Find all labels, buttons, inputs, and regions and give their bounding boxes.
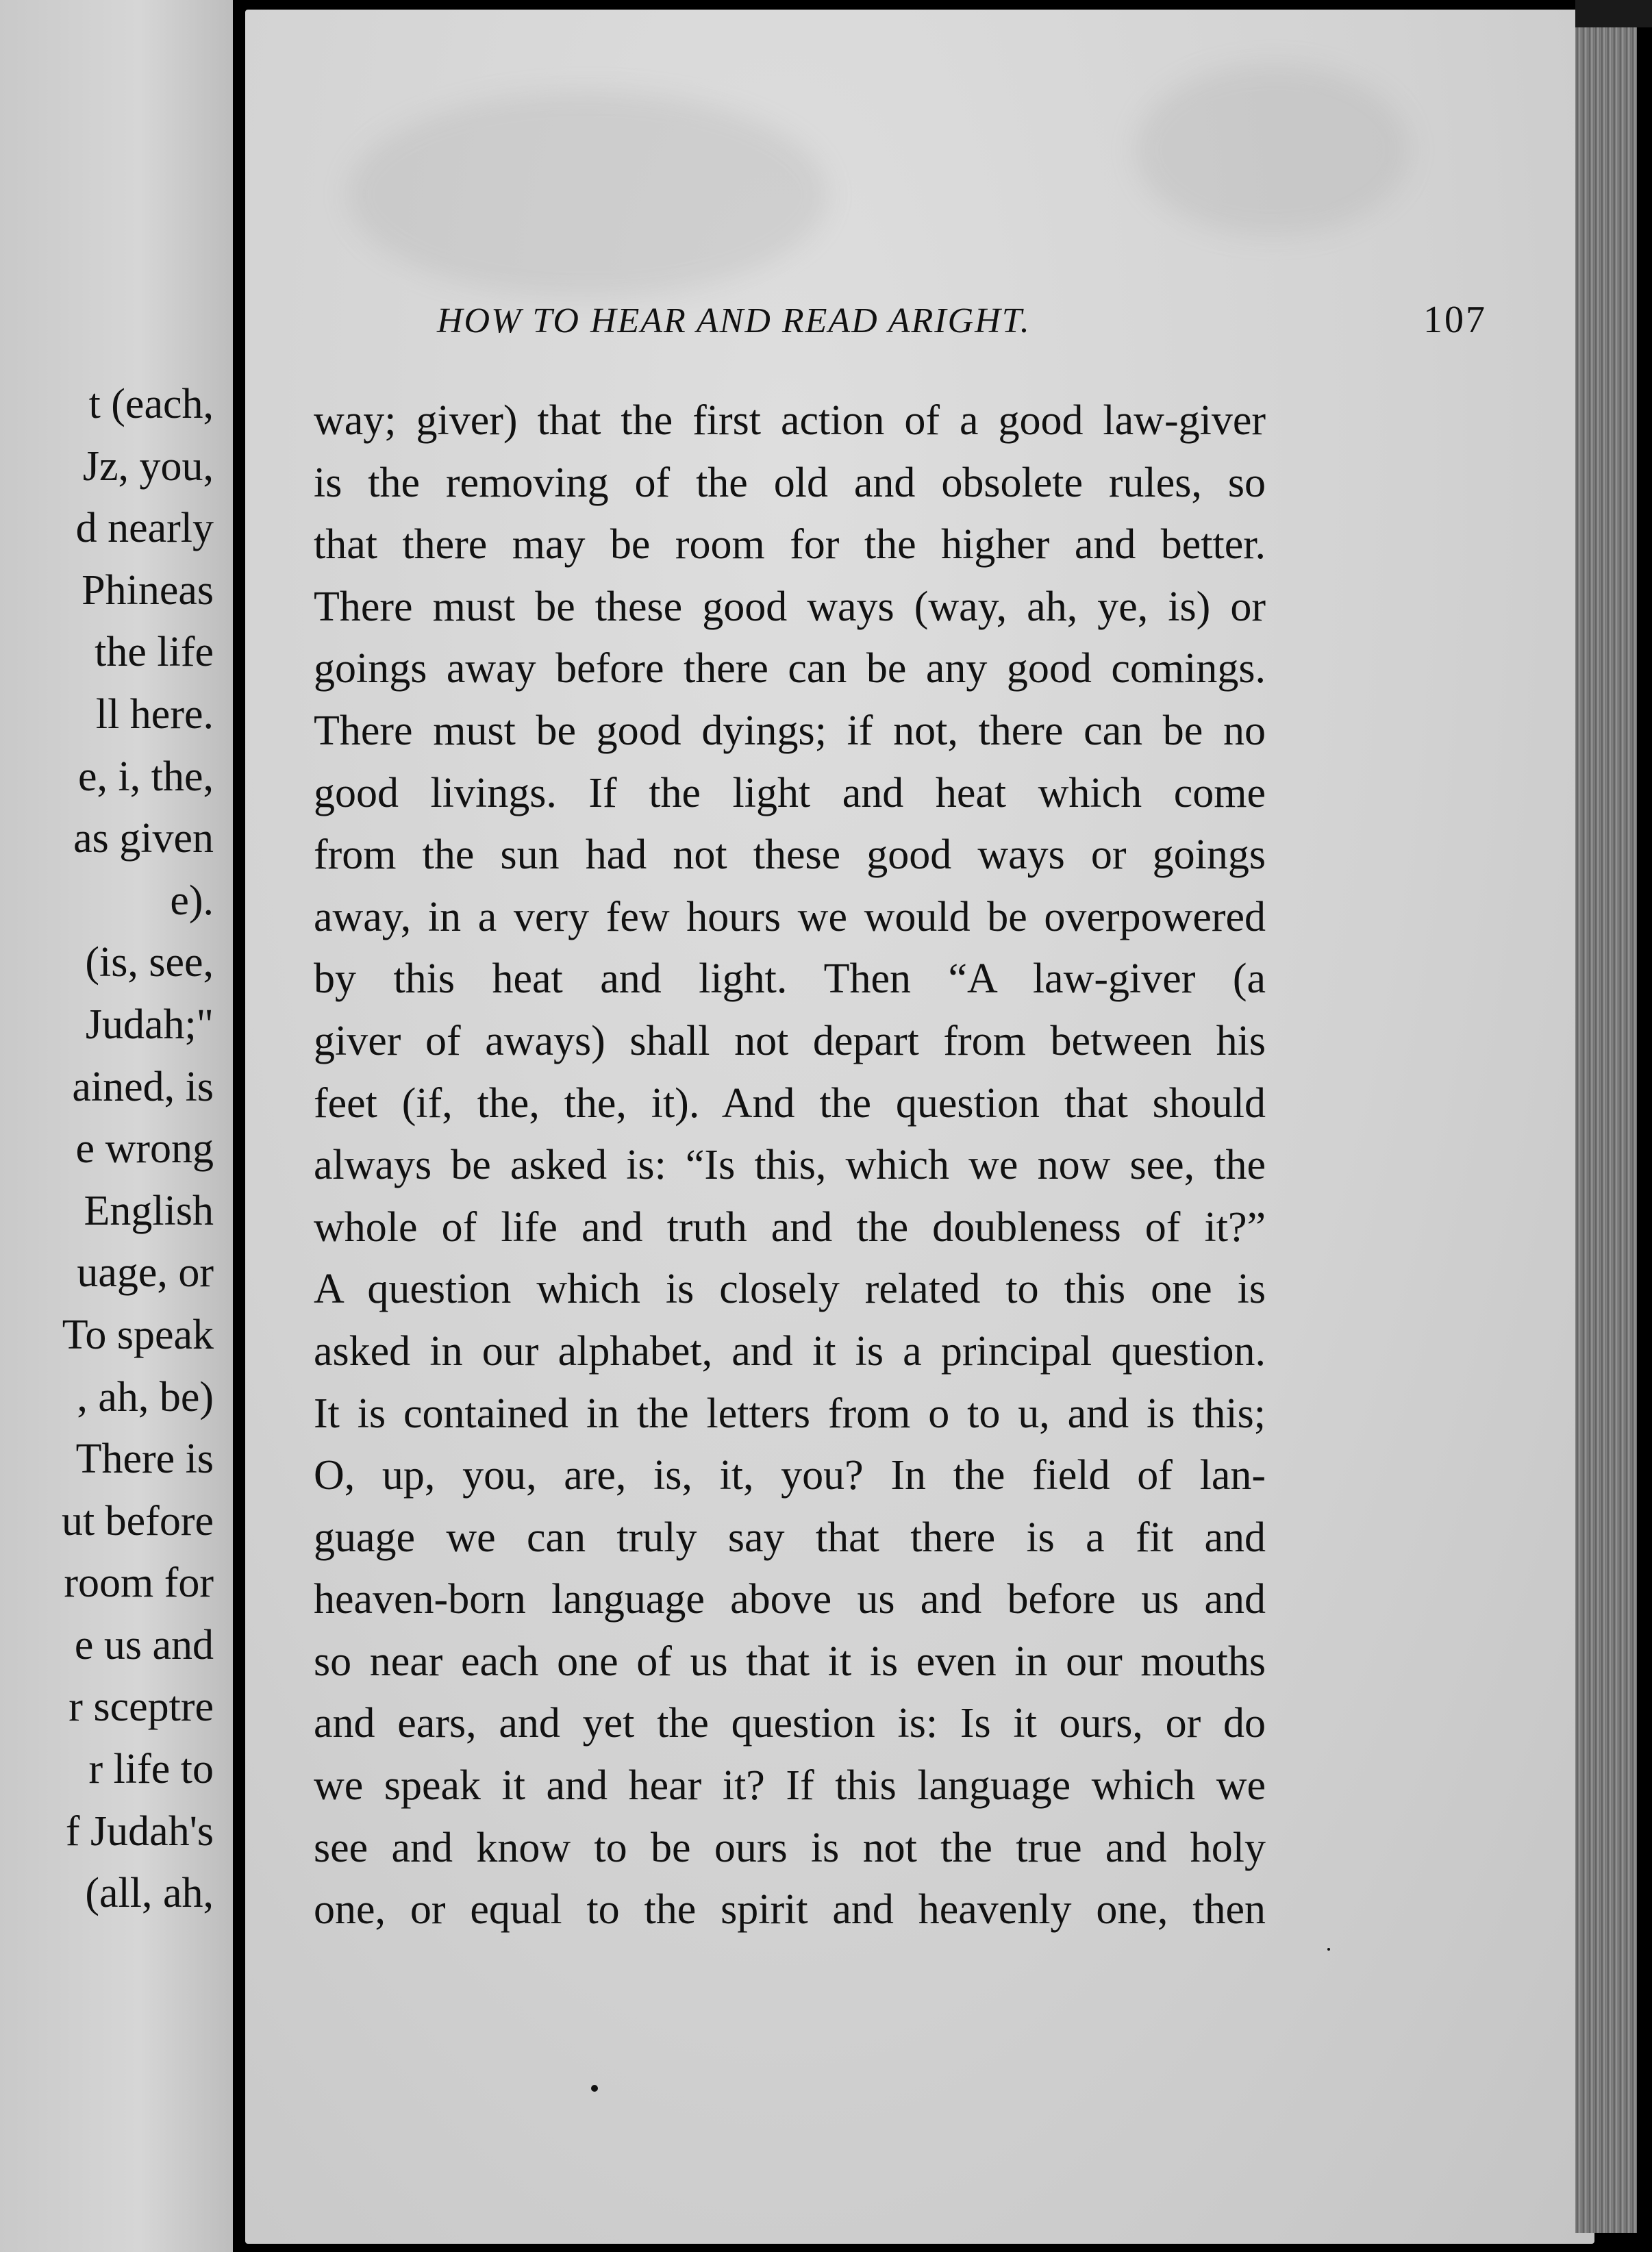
body-line: see and know to be ours is not the true and holy <box>314 1824 1266 1871</box>
previous-page-line: Jz, you, <box>82 442 214 490</box>
previous-page-line: Phineas <box>82 566 214 614</box>
previous-page-text <box>62 373 214 1925</box>
body-line: one, or equal to the spirit and heavenly one, then <box>314 1886 1266 1934</box>
body-line: from the sun had not these good ways or goings <box>314 831 1266 879</box>
previous-page-line: ll here. <box>95 690 214 738</box>
page-number: 107 <box>1423 299 1487 341</box>
body-line: by this heat and light. Then “A law-giver (a <box>314 955 1266 1003</box>
previous-page-line: room for <box>64 1560 214 1607</box>
body-line: whole of life and truth and the doubleness of it?” <box>314 1203 1266 1251</box>
previous-page-line: e wrong <box>75 1125 214 1173</box>
previous-page-line: r sceptre <box>68 1684 214 1731</box>
book-page <box>245 10 1594 2244</box>
page-stain <box>1136 64 1410 236</box>
page-body-text <box>314 390 1519 1941</box>
previous-page-fragment <box>0 0 233 2252</box>
running-head-title: HOW TO HEAR AND READ ARIGHT. <box>437 301 1031 340</box>
body-line: goings away before there can be any good comings. <box>314 645 1266 692</box>
previous-page-line: uage, or <box>77 1249 214 1297</box>
body-line: good livings. If the light and heat which come <box>314 769 1266 816</box>
ink-speck <box>591 2085 598 2092</box>
previous-page-line: To speak <box>62 1311 214 1358</box>
previous-page-line: r life to <box>88 1746 214 1793</box>
body-line: O, up, you, are, is, it, you? In the field of lan- <box>314 1452 1266 1499</box>
body-line: and ears, and yet the question is: Is it ours, or do <box>314 1700 1266 1747</box>
previous-page-line: the life <box>95 629 214 676</box>
body-line: away, in a very few hours we would be overpowered <box>314 893 1266 940</box>
body-line: There must be these good ways (way, ah, ye, is) or <box>314 583 1266 630</box>
previous-page-line: ut before <box>61 1497 214 1544</box>
previous-page-line: d nearly <box>75 505 214 552</box>
body-line: that there may be room for the higher and better. <box>314 521 1266 568</box>
page-stain <box>348 92 827 297</box>
previous-page-line: e). <box>170 877 214 924</box>
body-line: guage we can truly say that there is a fit and <box>314 1514 1266 1561</box>
previous-page-line: e us and <box>74 1621 214 1668</box>
previous-page-line: , ah, be) <box>77 1373 214 1421</box>
previous-page-line: ained, is <box>72 1063 214 1110</box>
body-line: is the removing of the old and obsolete rules, so <box>314 459 1266 506</box>
body-line: It is contained in the letters from o to u, and is this; <box>314 1390 1266 1437</box>
body-line: way; giver) that the first action of a good law-giver <box>314 397 1266 444</box>
previous-page-line: as given <box>73 815 214 862</box>
body-line: There must be good dyings; if not, there can be no <box>314 707 1266 754</box>
page-edges <box>1575 21 1637 2233</box>
previous-page-line: (all, ah, <box>85 1870 214 1917</box>
body-line: so near each one of us that it is even in our mouths <box>314 1638 1266 1685</box>
previous-page-line: There is <box>75 1436 214 1483</box>
previous-page-line: t (each, <box>88 381 214 427</box>
book-gutter <box>233 0 245 2252</box>
previous-page-line: (is, see, <box>85 939 214 986</box>
body-line: heaven-born language above us and before us and <box>314 1576 1266 1623</box>
book-edge-shadow <box>1575 0 1652 27</box>
running-head <box>437 301 1533 349</box>
previous-page-line: English <box>84 1187 214 1234</box>
previous-page-line: Judah;" <box>85 1001 214 1048</box>
body-line: we speak it and hear it? If this language which we <box>314 1762 1266 1810</box>
body-line: giver of aways) shall not depart from between his <box>314 1017 1266 1064</box>
body-line: asked in our alphabet, and it is a principal question. <box>314 1327 1266 1375</box>
previous-page-line: e, i, the, <box>78 753 214 800</box>
ink-speck <box>1327 1948 1330 1951</box>
previous-page-line: f Judah's <box>65 1807 214 1855</box>
body-line: always be asked is: “Is this, which we now see, the <box>314 1142 1266 1189</box>
body-line: feet (if, the, the, it). And the question that should <box>314 1079 1266 1127</box>
body-line: A question which is closely related to this one is <box>314 1266 1266 1313</box>
